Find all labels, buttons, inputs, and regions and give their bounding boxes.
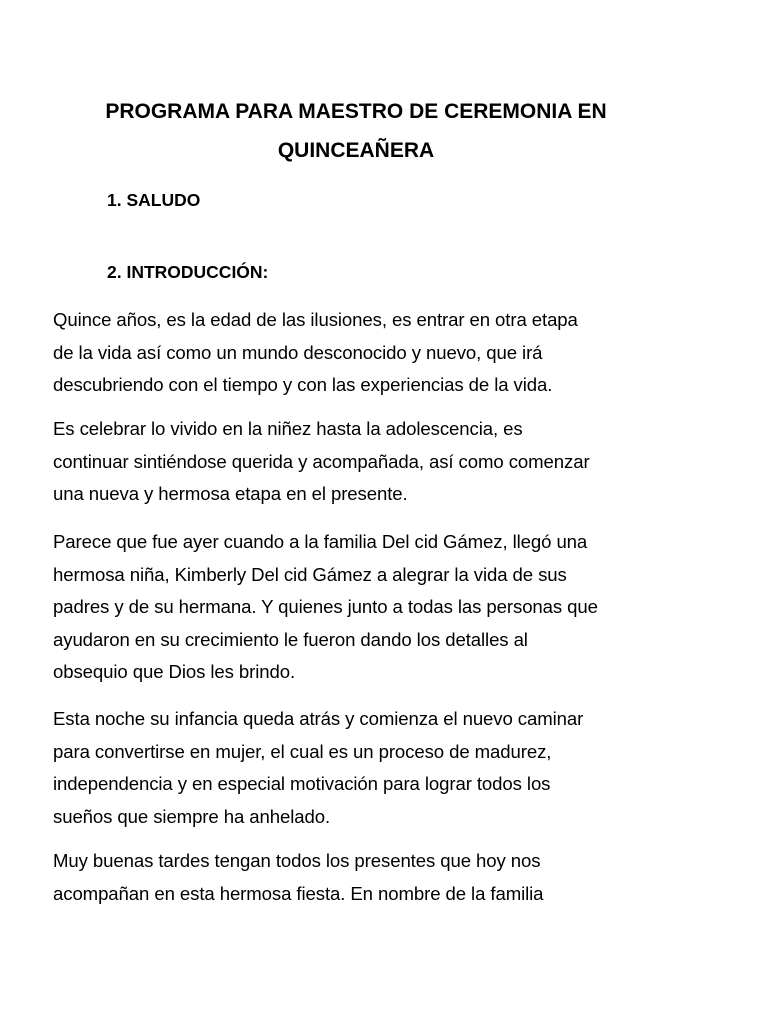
- document-title: [40, 92, 672, 170]
- section-heading-introduccion: 2. INTRODUCCIÓN:: [107, 262, 269, 282]
- paragraph-line: Muy buenas tardes tengan todos los presentes que hoy nos: [53, 850, 541, 871]
- paragraph-line: Quince años, es la edad de las ilusiones, es entrar en otra etapa: [53, 309, 578, 330]
- section-heading-saludo: 1. SALUDO: [107, 190, 201, 210]
- paragraph-line: de la vida así como un mundo desconocido y nuevo, que irá: [53, 341, 543, 363]
- title-line-2: QUINCEAÑERA: [277, 139, 435, 162]
- paragraph-5: [53, 845, 733, 910]
- paragraph-line: continuar sintiéndose querida y acompañada, así como comenzar: [53, 450, 590, 472]
- paragraph-line: una nueva y hermosa etapa en el presente.: [53, 483, 408, 504]
- paragraph-3: [53, 526, 733, 689]
- paragraph-line: para convertirse en mujer, el cual es un proceso de madurez,: [53, 740, 552, 762]
- paragraph-1: [53, 304, 733, 402]
- paragraph-line: Parece que fue ayer cuando a la familia Del cid Gámez, llegó una: [53, 531, 588, 552]
- paragraph-line: Es celebrar lo vivido en la niñez hasta la adolescencia, es: [53, 418, 523, 439]
- paragraph-line: obsequio que Dios les brindo.: [53, 661, 296, 682]
- paragraph-line: Esta noche su infancia queda atrás y comienza el nuevo caminar: [53, 708, 584, 729]
- paragraph-line: ayudaron en su crecimiento le fueron dando los detalles al: [53, 628, 528, 650]
- title-line-1: PROGRAMA PARA MAESTRO DE CEREMONIA EN: [105, 100, 607, 123]
- paragraph-2: [53, 413, 733, 511]
- paragraph-line: independencia y en especial motivación para lograr todos los: [53, 773, 551, 794]
- paragraph-line: padres y de su hermana. Y quienes junto a todas las personas que: [53, 596, 598, 617]
- paragraph-line: descubriendo con el tiempo y con las experiencias de la vida.: [53, 374, 553, 395]
- paragraph-line: acompañan en esta hermosa fiesta. En nombre de la familia: [53, 882, 544, 904]
- paragraph-4: [53, 703, 733, 833]
- paragraph-line: hermosa niña, Kimberly Del cid Gámez a alegrar la vida de sus: [53, 563, 567, 585]
- paragraph-line: sueños que siempre ha anhelado.: [53, 805, 331, 827]
